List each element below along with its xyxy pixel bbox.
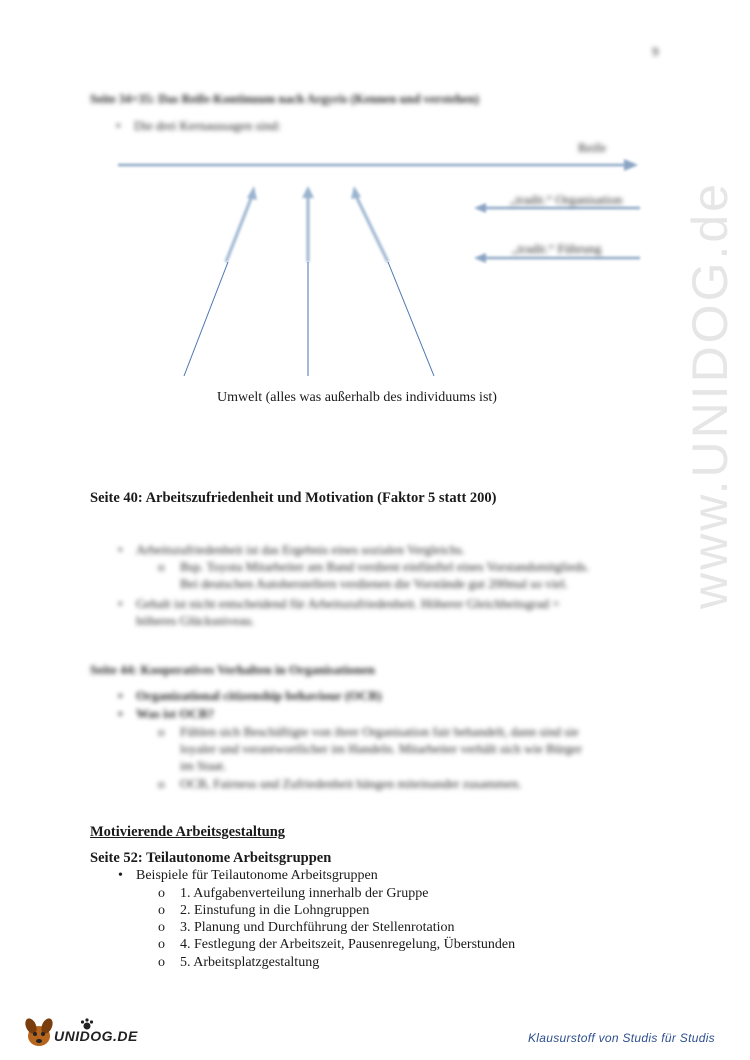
section-heading-reife: Seite 34+35: Das Reife-Kontinuum nach Argyris (Kennen und verstehen) (90, 92, 480, 106)
list-item: o 3. Planung und Durchführung der Stellenrotation (180, 920, 455, 936)
list-item: o 4. Festlegung der Arbeitszeit, Pausenregelung, Überstunden (180, 937, 515, 953)
bullet-was-ist-ocb: • Was ist OCB? (136, 706, 214, 722)
umwelt-line-right (388, 262, 434, 376)
dog-logo-icon (22, 1014, 56, 1050)
bullet-ocb: • Organizational citizenship behaviour (OCB) (136, 688, 382, 704)
up-arrow-left (226, 186, 257, 262)
label-reife: Reife (578, 140, 607, 155)
section-heading-kooperativ: Seite 44: Kooperatives Verhalten in Organisationen (90, 662, 375, 677)
sub-bullet-fair-cont1: loyaler und verantwortlicher im Handeln. Mitarbeiter verhält sich wie Bürger (180, 741, 582, 756)
up-arrow-right (351, 186, 388, 262)
reife-axis-arrow (118, 159, 638, 171)
watermark: www.UNIDOG.de (682, 181, 738, 609)
logo-text: UNIDOG.DE (54, 1028, 138, 1044)
section-heading-teilautonom: Seite 52: Teilautonome Arbeitsgruppen (90, 850, 332, 866)
list-item: o 2. Einstufung in die Lohngruppen (180, 903, 369, 919)
bullet-beispiele: • Beispiele für Teilautonome Arbeitsgruppen (136, 868, 378, 884)
list-item: o 1. Aufgabenverteilung innerhalb der Gruppe (180, 886, 428, 902)
section-title-motivierende: Motivierende Arbeitsgestaltung (90, 824, 286, 840)
page-number: 9 (652, 44, 659, 59)
footer-tagline: Klausurstoff von Studis für Studis (528, 1031, 715, 1045)
sub-bullet-ocb-fairness: o OCB, Fairness und Zufriedenheit hängen miteinander zusammen. (180, 776, 522, 792)
label-tradit-organisation: „tradit.“ Organisation (510, 192, 623, 207)
sub-bullet-toyota-cont: Bei deutschen Autoherstellern verdienen die Vorstände gut 200mal so viel. (180, 576, 568, 591)
label-umwelt: Umwelt (alles was außerhalb des individuums ist) (217, 390, 497, 405)
up-arrow-middle (302, 186, 314, 262)
bullet-kernaussagen: • Die drei Kernaussagen sind: (134, 118, 281, 134)
sub-bullet-toyota: o Bsp. Toyota Mitarbeiter am Band verdient einfünftel eines Vorstandsmitglieds. (180, 559, 589, 575)
reife-kontinuum-diagram (0, 0, 750, 400)
label-tradit-fuehrung: „tradit.“ Führung (512, 241, 602, 256)
umwelt-line-left (184, 262, 228, 376)
bullet-gehalt: • Gehalt ist nicht entscheidend für Arbeitszufriedenheit. Höherer Gleichheitsgrad = (136, 596, 560, 612)
bullet-gehalt-cont: höheres Glücksniveau. (136, 613, 255, 628)
bullet-sozialer-vergleich: • Arbeitszufriedenheit ist das Ergebnis eines sozialen Vergleichs. (136, 542, 465, 558)
list-item: o 5. Arbeitsplatzgestaltung (180, 955, 319, 971)
section-heading-arbeitszufriedenheit: Seite 40: Arbeitszufriedenheit und Motivation (Faktor 5 statt 200) (90, 490, 497, 506)
sub-bullet-fair-cont2: im Staat. (180, 758, 227, 773)
sub-bullet-fair: o Fühlen sich Beschäftigte von ihrer Organisation fair behandelt, dann sind sie (180, 724, 579, 740)
